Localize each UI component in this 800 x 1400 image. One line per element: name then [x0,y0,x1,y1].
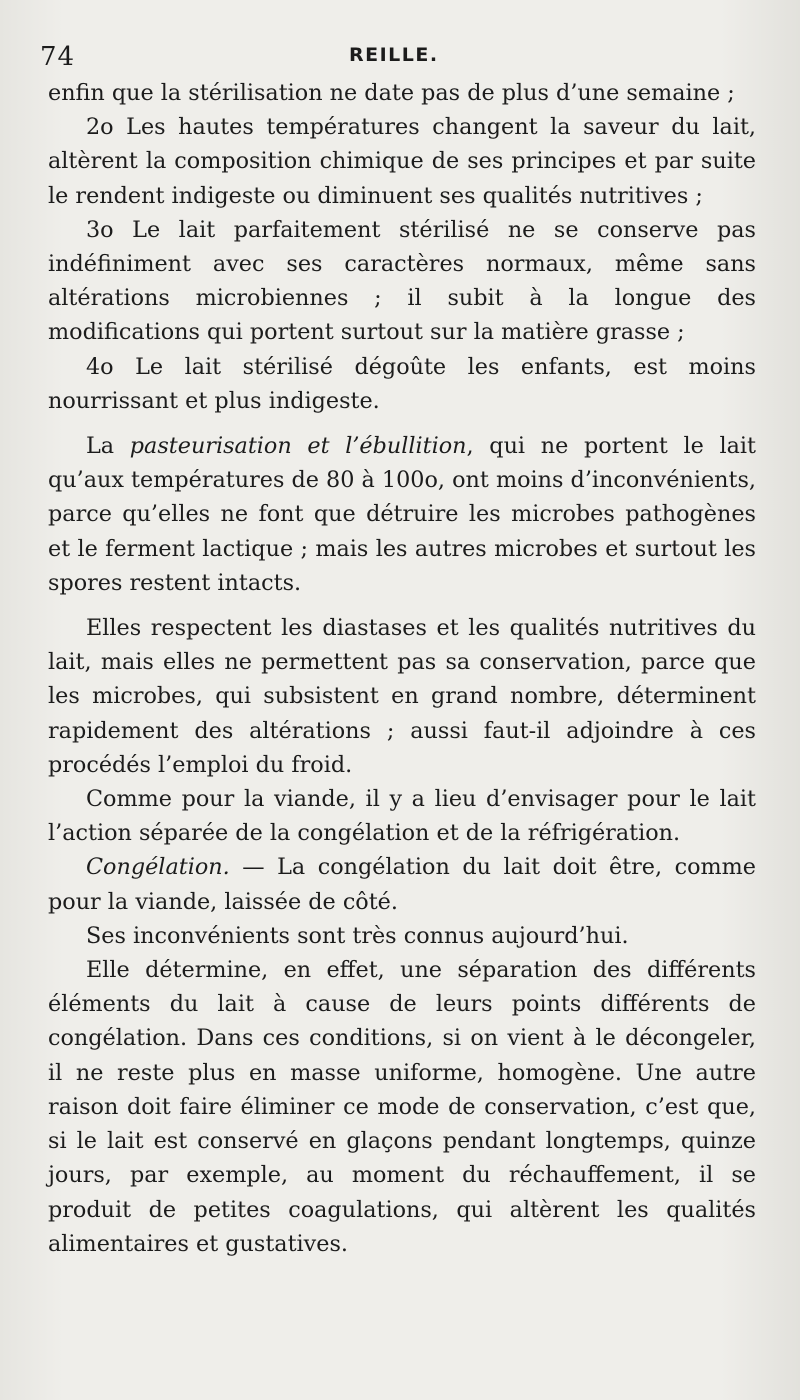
paragraph [48,611,756,782]
paragraph [48,953,756,1261]
italic-run: Congélation. [86,854,230,881]
text-run: — La congélation du lait doit être, comme pour la viande, laissée de côté. [48,854,756,915]
italic-run: pasteurisation et l’ébullition [129,433,467,460]
text-run: 2o Les hautes températures changent la saveur du lait, altèrent la composition chimique de ses principes et par suite le rendent indigeste ou diminuent ses qualités nutritives ; [48,114,756,209]
page-number: 74 [40,42,76,72]
body-text [48,76,756,1261]
text-run: Elle détermine, en effet, une séparation des différents éléments du lait à cause de leurs points différents de congélation. Dans ces conditions, si on vient à le décongeler, il ne reste plus en masse uniforme, homogène. Une autre raison doit faire éliminer ce mode de conservation, c’est que, si le lait est conservé en glaçons pendant longtemps, quinze jours, par exemple, au moment du réchauffement, il se produit de petites coagulations, qui altèrent les qualités alimentaires et gustatives. [48,957,756,1257]
text-run: enfin que la stérilisation ne date pas de plus d’une semaine ; [48,80,735,106]
paragraph [48,110,756,213]
text-run: Ses inconvénients sont très connus aujourd’hui. [86,922,629,949]
paragraph [48,782,756,850]
text-run: 4o Le lait stérilisé dégoûte les enfants, est moins nourrissant et plus indigeste. [48,353,756,414]
text-run: 3o Le lait parfaitement stérilisé ne se conserve pas indéfiniment avec ses caractères normaux, même sans altérations microbiennes ; il subit à la longue des modifications qui portent surtout sur la matière grasse ; [48,216,756,346]
paragraph [48,350,756,418]
text-run: , qui ne portent le lait qu’aux températures de 80 à 100o, ont moins d’inconvénients, parce qu’elles ne font que détruire les microbes pathogènes et le ferment lactique ; mais les autres microbes et surtout les spores restent intacts. [48,433,756,596]
text-run: Comme pour la viande, il y a lieu d’envisager pour le lait l’action séparée de la congélation et de la réfrigération. [48,786,756,847]
paragraph [48,76,756,110]
running-title: REILLE. [349,44,439,66]
paragraph [48,850,756,918]
text-run: Elles respectent les diastases et les qualités nutritives du lait, mais elles ne permettent pas sa conservation, parce que les microbes, qui subsistent en grand nombre, déterminent rapidement des altérations ; aussi faut-il adjoindre à ces procédés l’emploi du froid. [48,615,756,778]
paragraph [48,429,756,600]
text-run: La [86,433,130,460]
page-header [36,40,760,76]
paragraph [48,213,756,350]
paragraph [48,919,756,953]
